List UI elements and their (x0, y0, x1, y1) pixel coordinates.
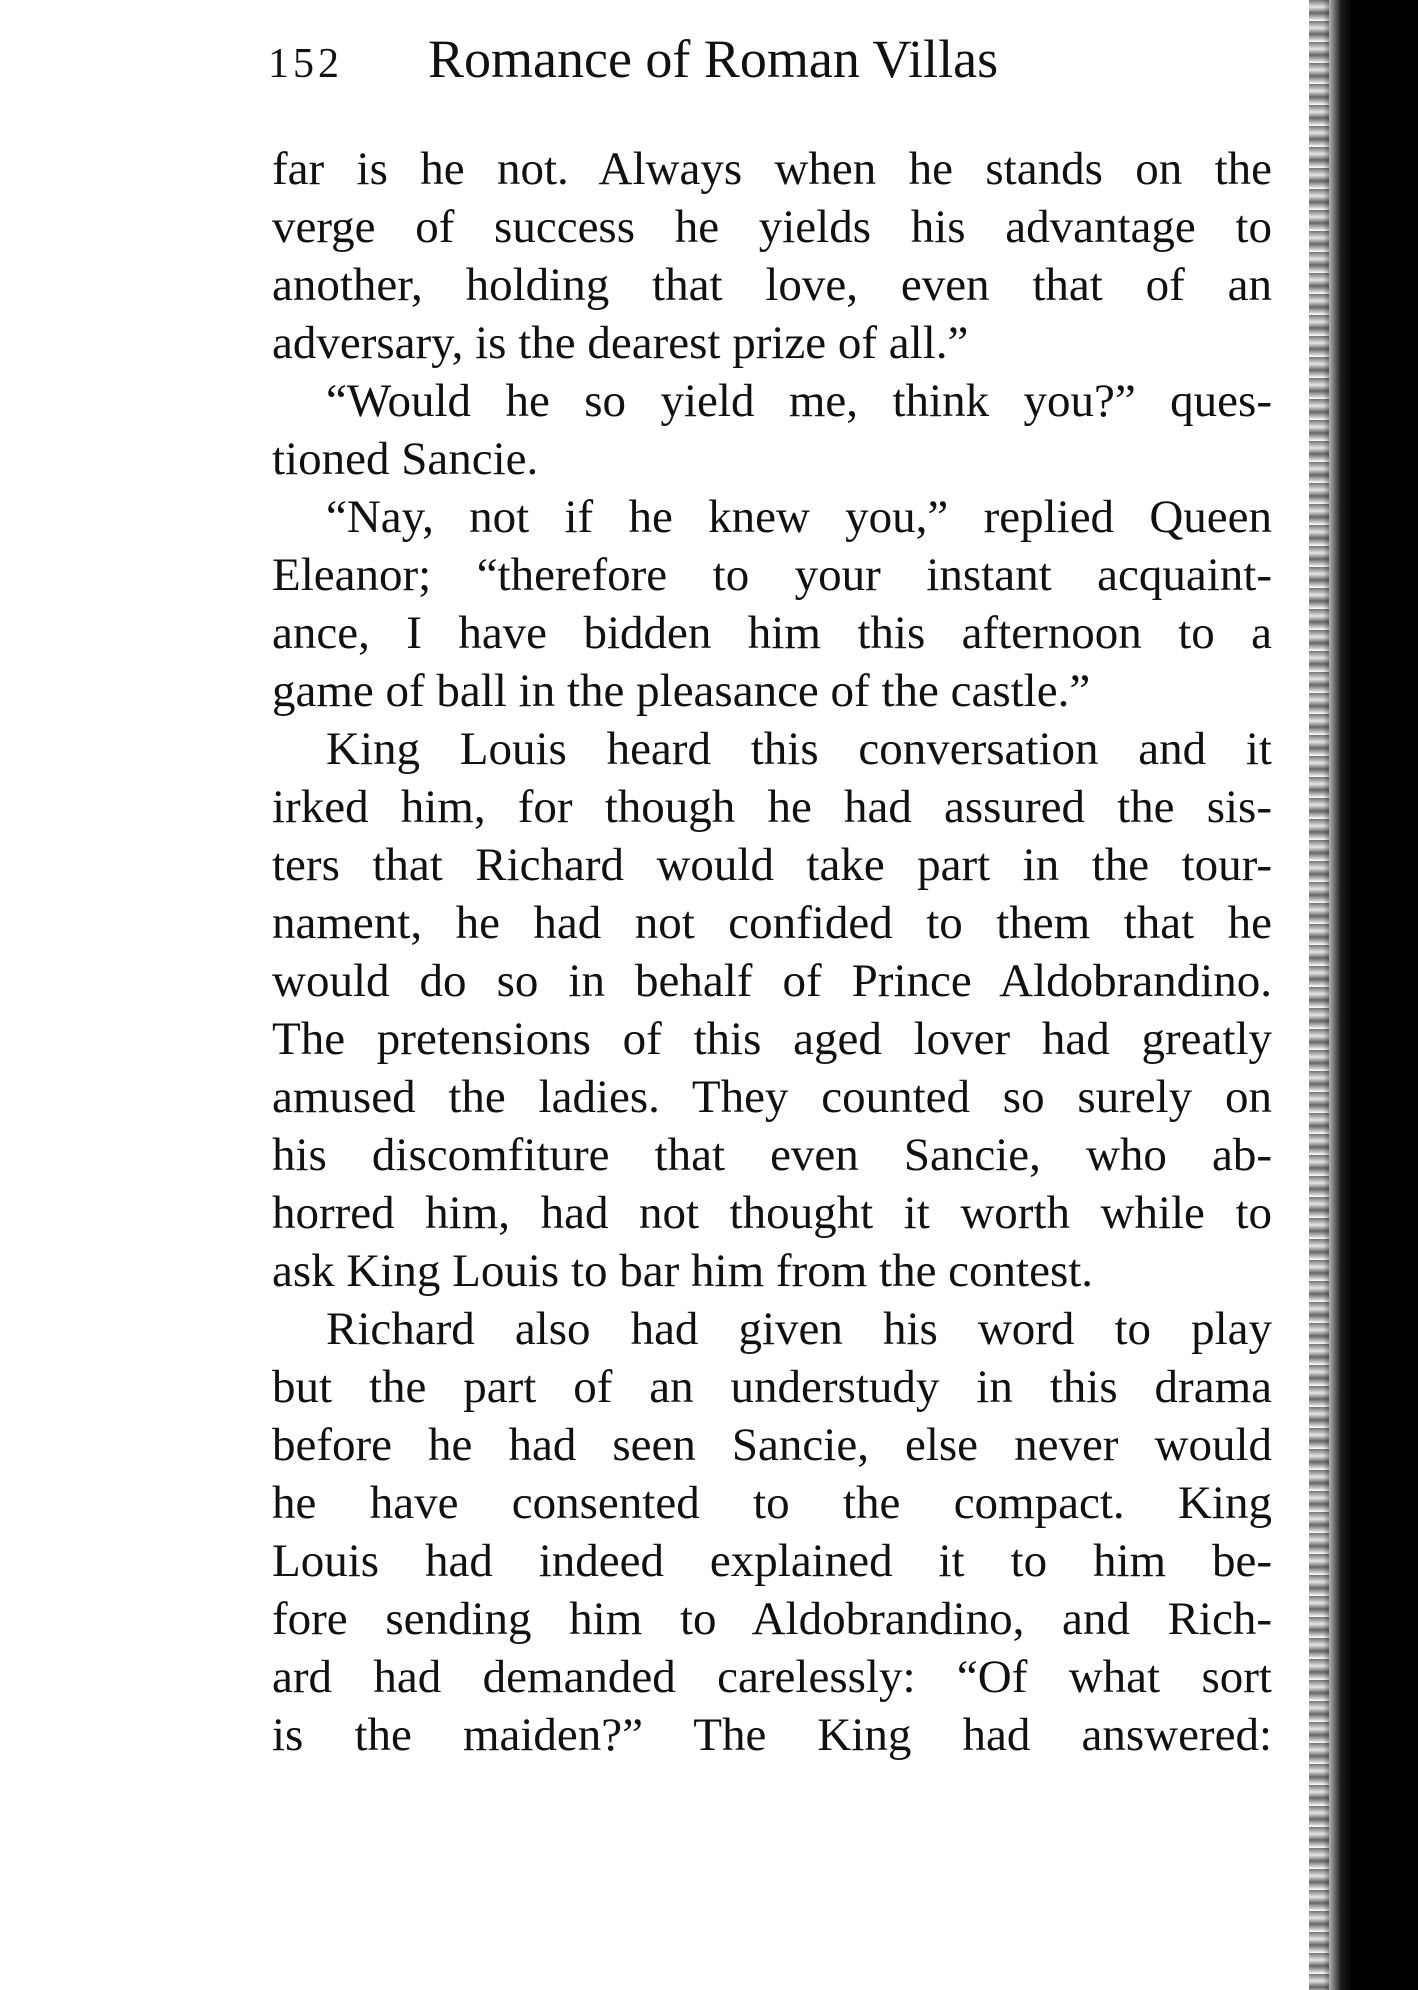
text-line: is the maiden?” The King had answered: (272, 1709, 1272, 1761)
text-line: ters that Richard would take part in the tour- (272, 839, 1272, 891)
text-line: far is he not. Always when he stands on the (272, 143, 1272, 195)
text-line: Louis had indeed explained it to him be- (272, 1535, 1272, 1587)
text-line: The pretensions of this aged lover had greatly (272, 1013, 1272, 1065)
text-line: would do so in behalf of Prince Aldobrandino. (272, 955, 1272, 1007)
text-line: ard had demanded carelessly: “Of what sort (272, 1651, 1272, 1703)
text-line: horred him, had not thought it worth while to (272, 1187, 1272, 1239)
body-text (272, 140, 1272, 1764)
page-header (268, 28, 1278, 108)
text-line: he have consented to the compact. King (272, 1477, 1272, 1529)
text-line: ask King Louis to bar him from the contest. (272, 1245, 1094, 1297)
text-line: but the part of an understudy in this drama (272, 1361, 1272, 1413)
text-line: “Nay, not if he knew you,” replied Queen (326, 491, 1272, 543)
page-binding-shadow (1323, 0, 1418, 1990)
text-line: adversary, is the dearest prize of all.” (272, 317, 969, 369)
page-number: 152 (268, 41, 343, 87)
text-line: another, holding that love, even that of an (272, 259, 1272, 311)
text-line: Eleanor; “therefore to your instant acquaint- (272, 549, 1272, 601)
text-line: before he had seen Sancie, else never would (272, 1419, 1272, 1471)
text-line: amused the ladies. They counted so surely on (272, 1071, 1272, 1123)
text-line: verge of success he yields his advantage to (272, 201, 1272, 253)
text-line: fore sending him to Aldobrandino, and Rich- (272, 1593, 1272, 1645)
text-line: his discomfiture that even Sancie, who ab- (272, 1129, 1272, 1181)
text-line: tioned Sancie. (272, 433, 539, 485)
text-line: nament, he had not confided to them that he (272, 897, 1272, 949)
text-line: “Would he so yield me, think you?” ques- (326, 375, 1272, 427)
text-line: game of ball in the pleasance of the castle.” (272, 665, 1091, 717)
text-line: irked him, for though he had assured the sis- (272, 781, 1272, 833)
text-line: Richard also had given his word to play (326, 1303, 1272, 1355)
text-line: King Louis heard this conversation and it (326, 723, 1272, 775)
text-line: ance, I have bidden him this afternoon to a (272, 607, 1272, 659)
running-title: Romance of Roman Villas (428, 29, 999, 89)
